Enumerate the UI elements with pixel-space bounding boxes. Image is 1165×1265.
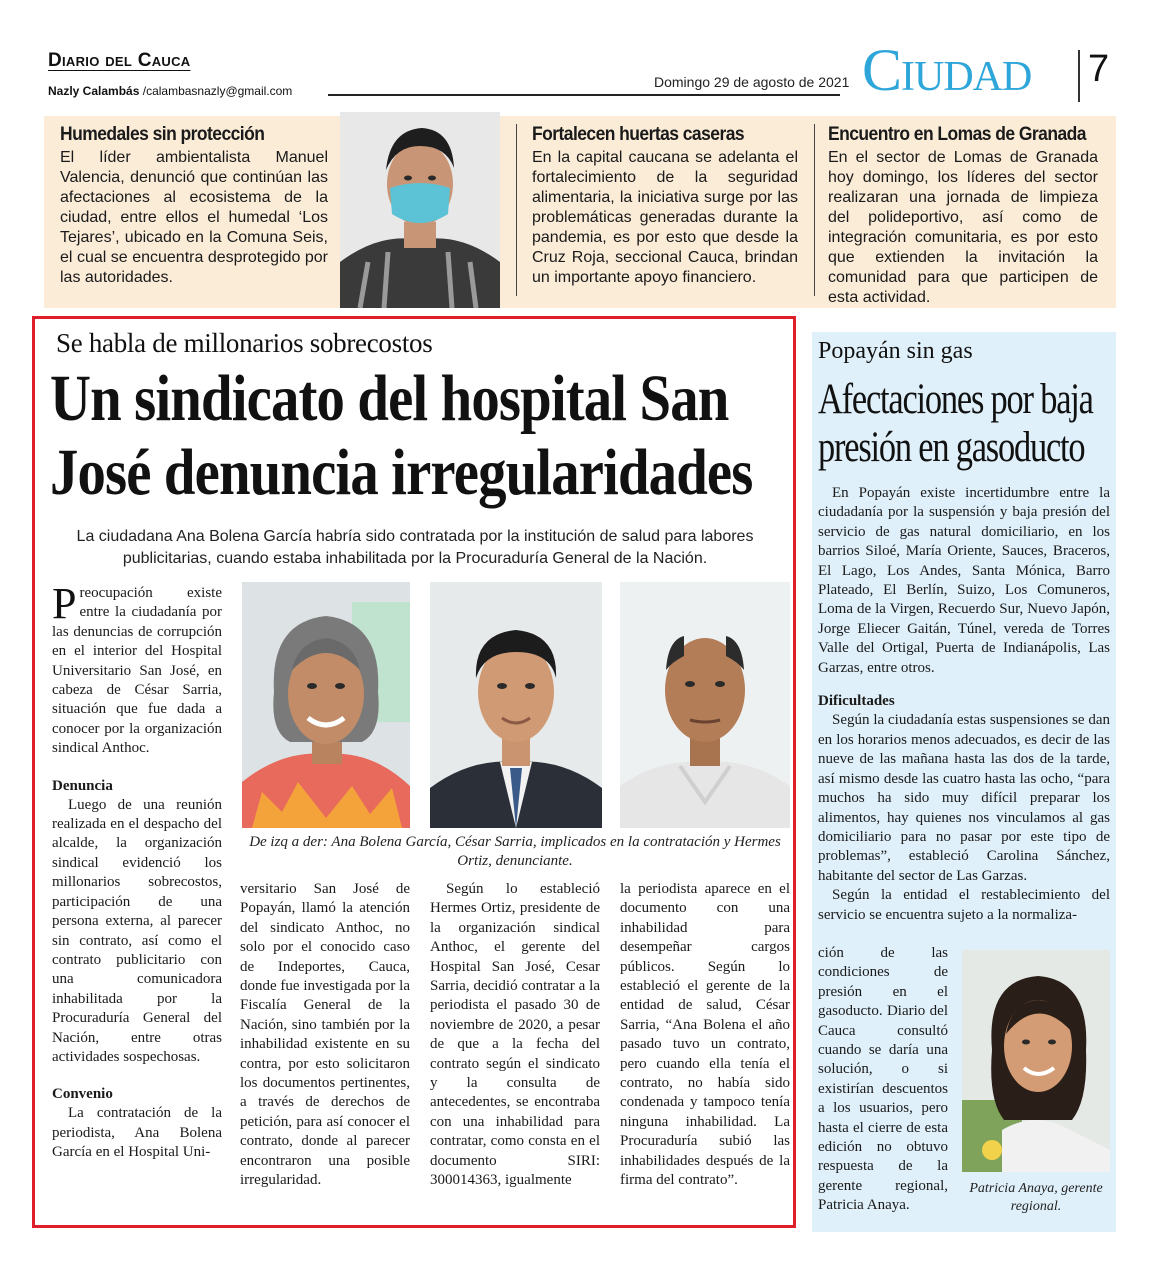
paragraph: En Popayán existe incertidumbre entre la ciudadanía por la suspensión y baja presión del servicio de gas natural domiciliario, en los barrios Siloé, María Oriente, Sauces, Braceros, El Lago, Los Andes, Santa Mónica, Barro Plateado, El Berlín, Suizo, Los Comuneros, Loma de la Virgen, Recuerdo Sur, Nuevo Japón, Jorge Eliecer Gaitán, Túnel, vereda de Torres Valle del Ortigal, Puerta de Indianápolis, Las Garzas, entre otros. — [818, 485, 1110, 676]
section-name: Ciudad — [862, 37, 1032, 103]
brief-text: El líder ambientalista Manuel Valencia, denunció que continúan las afectaciones al ecosistema de la ciudad, entre ellos el humedal ‘Los Tejares’, ubicado en la Comuna Seis, el cual se encuentra desprotegido por las autoridades. — [60, 149, 328, 286]
brief-text: En el sector de Lomas de Granada hoy domingo, los líderes del sector realizaran una jornada de limpieza del polideportivo, así como de integración comunitaria, es por esto que extienden la invitación la comunidad para que participen de esta actividad. — [828, 149, 1098, 306]
paragraph: Según la ciudadanía estas suspensiones se dan en los horarios menos adecuados, es decir de las nueve de las mañana hasta las dos de la tarde, así mismo desde las cuatro hasta las ocho, “para muchos ha sido muy difícil preparar los alimentos, hay quienes nos vinculamos al gas domiciliario para no pasar por este tipo de problemas”, estableció Carolina Sánchez, habitante del sector de Las Garzas. — [818, 712, 1110, 884]
article-column-3 — [430, 880, 600, 1191]
author-name: Nazly Calambás — [48, 84, 140, 98]
section-divider — [1078, 50, 1080, 102]
brief-title: Humedales sin protección — [60, 124, 265, 145]
main-kicker: Se habla de millonarios sobrecostos — [56, 328, 433, 358]
brief-text: En la capital caucana se adelanta el fortalecimiento de la seguridad alimentaria, la iniciativa surge por las problemáticas generadas durante la pandemia, es por esto que desde la Cruz Roja, seccional Cauca, brindan un importante apoyo financiero. — [532, 149, 798, 286]
sidebar-kicker: Popayán sin gas — [818, 338, 973, 364]
brief-title: Fortalecen huertas caseras — [532, 124, 745, 145]
lead-paragraph: Preocupación existe entre la ciudadanía por las denuncias de corrupción en el interior del Hospital Universitario San José, en cabeza de César Sarria, situación que fue dada a conocer por la organización sindical Anthoc. — [52, 579, 222, 757]
page-number: 7 — [1088, 48, 1110, 90]
article-column-2 — [240, 880, 410, 1191]
paragraph: la periodista aparece en el documento con una inhabilidad para desempeñar cargos públicos. Según lo estableció el gerente de la entidad de salud, César Sarria, “Ana Bolena el año pasado tuvo un contrato, pero cuando ella tenía el contrato, no había sido condenada y tampoco tenía ninguna inhabilidad. La Procuraduría subió las inhabilidades después de la firma del contrato”. — [620, 881, 790, 1189]
paragraph: versitario San José de Popayán, llamó la atención del sindicato Anthoc, no solo por el conocido caso de Indeportes, Cauca, donde fue investigada por la Fiscalía General de la Nación, sino también por la inhabilidad existente en su contra, por esto solicitaron los documentos pertinentes, a través de derechos de petición, para así conocer el contrato, donde al parecer encontraron una posible irregularidad. — [240, 881, 410, 1189]
article-column-4 — [620, 880, 790, 1191]
brief-huertas — [532, 124, 798, 288]
photo-cesar-sarria — [430, 582, 602, 828]
subheading-dificultades: Dificultades — [818, 693, 895, 710]
sidebar-headline: Afectaciones por baja presión en gasoducto — [818, 376, 1093, 471]
photo-patricia-anaya — [962, 950, 1110, 1172]
sidebar-photo-caption: Patricia Anaya, gerente regional. — [969, 1181, 1103, 1214]
subheading-denuncia: Denuncia — [52, 777, 113, 794]
header-rule — [328, 94, 840, 96]
brief-divider — [814, 124, 815, 296]
sidebar-column — [818, 484, 1110, 925]
newspaper-name: Diario del Cauca — [48, 50, 191, 71]
brief-lomas-de-granada — [828, 124, 1098, 308]
photo-caption: De izq a der: Ana Bolena García, César Sarria, implicados en la contratación y Hermes Ortiz, denunciante. — [249, 834, 781, 869]
main-subhead: La ciudadana Ana Bolena García habría sido contratada por la institución de salud para labores publicitarias, cuando estaba inhabilitada por la Procuraduría General de la Nación. — [76, 528, 754, 567]
paragraph: Luego de una reunión realizada en el despacho del alcalde, la organización sindical evidenció los millonarios sobrecostos, participación de una persona externa, al parecer sin contrato, así como el contrato publicitario con una comunicadora inhabilitada por la Procuraduría General del Nación, entre otras actividades sospechosas. — [52, 796, 222, 1065]
photo-ana-bolena-garcia — [242, 582, 410, 828]
brief-divider — [516, 124, 517, 296]
issue-date: Domingo 29 de agosto de 2021 — [654, 74, 850, 90]
brief-photo-man-with-mask — [340, 112, 500, 308]
paragraph: Según la entidad el restablecimiento del servicio se encuentra sujeto a la normaliza- — [818, 887, 1110, 923]
author-line — [48, 84, 292, 98]
brief-title: Encuentro en Lomas de Granada — [828, 124, 1086, 145]
paragraph: La contratación de la periodista, Ana Bolena García en el Hospital Uni- — [52, 1105, 222, 1161]
photo-hermes-ortiz — [620, 582, 790, 828]
author-email: /calambasnazly@gmail.com — [142, 84, 293, 98]
drop-cap: P — [52, 579, 77, 628]
brief-humedales — [60, 124, 328, 288]
paragraph: Según lo estableció Hermes Ortiz, presidente de la organización sindical Anthoc, el gerente del Hospital San José, Cesar Sarria, decidió contratar a la periodista el pasado 30 de noviembre de 2020, a pesar de que a la fecha del contrato según el sindicato y la consulta de antecedentes, se encontraba con una inhabilidad para contratar, como consta en el documento SIRI: 300014363, igualmente — [430, 881, 600, 1189]
article-column-1 — [52, 579, 222, 1163]
main-headline: Un sindicato del hospital San José denuncia irregularidades — [50, 362, 753, 509]
subheading-convenio: Convenio — [52, 1086, 113, 1103]
sidebar-narrow-column: ción de las condiciones de presión en el gasoducto. Diario del Cauca consultó cuando se daría una solución, o si existirían descuentos a los usuarios, pero hasta el cierre de esta edición no obtuvo respuesta de la gerente regional, Patricia Anaya. — [818, 945, 948, 1214]
